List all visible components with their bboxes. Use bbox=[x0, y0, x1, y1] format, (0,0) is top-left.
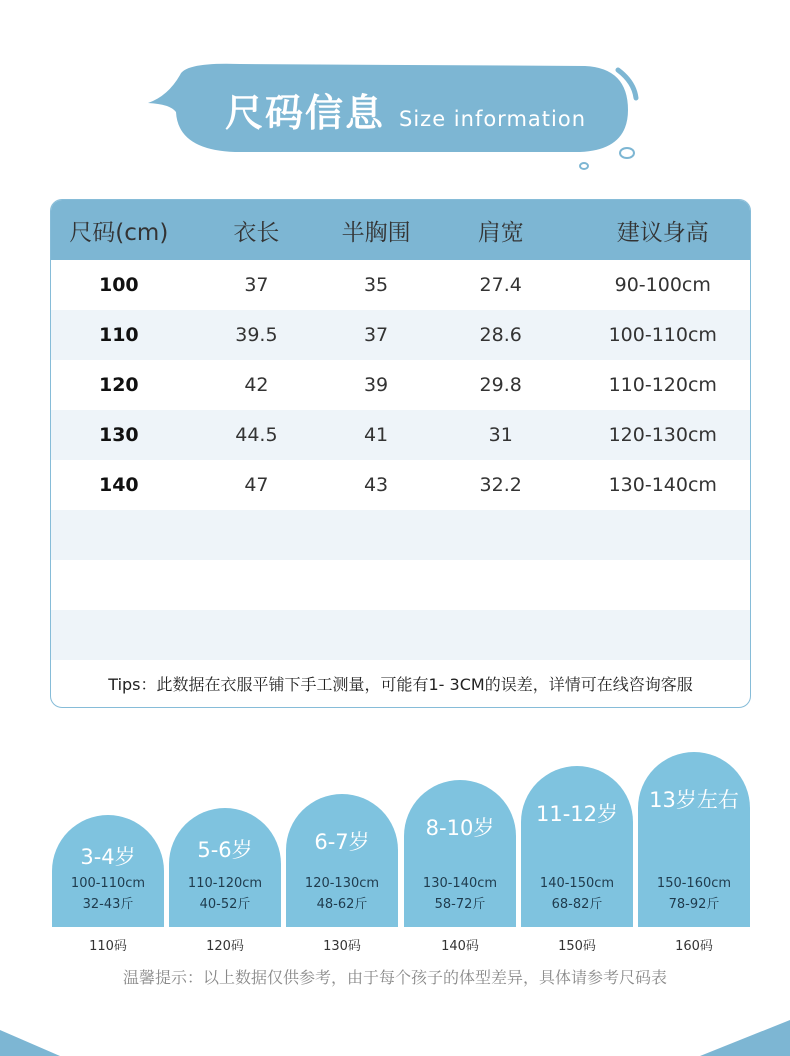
banner-title bbox=[225, 82, 586, 134]
table-header bbox=[51, 200, 750, 260]
cell-shoulder: 27.4 bbox=[479, 274, 522, 296]
cell-half-chest: 37 bbox=[363, 324, 389, 346]
cell-half-chest: 39 bbox=[363, 374, 389, 396]
cell-length: 42 bbox=[244, 374, 269, 396]
weight-range: 68-82斤 bbox=[551, 897, 603, 912]
size-code: 150码 bbox=[558, 939, 596, 954]
size-code: 130码 bbox=[323, 939, 361, 954]
cell-shoulder: 29.8 bbox=[479, 374, 522, 396]
weight-range: 48-62斤 bbox=[316, 897, 368, 912]
age-arch bbox=[286, 794, 398, 927]
cell-height: 90-100cm bbox=[614, 274, 711, 296]
age-label: 6-7岁 bbox=[314, 830, 370, 854]
table-tips: Tips：此数据在衣服平铺下手工测量，可能有1- 3CM的误差，详情可在线咨询客服 bbox=[108, 674, 693, 694]
table-row bbox=[51, 410, 750, 460]
reference-note: 温馨提示：以上数据仅供参考，由于每个孩子的体型差异，具体请参考尺码表 bbox=[122, 968, 667, 987]
age-label: 8-10岁 bbox=[425, 816, 495, 840]
age-arch bbox=[521, 766, 633, 927]
weight-range: 78-92斤 bbox=[668, 897, 720, 912]
table-row bbox=[51, 260, 750, 310]
height-range: 140-150cm bbox=[539, 876, 615, 891]
height-range: 100-110cm bbox=[70, 876, 146, 891]
size-code: 120码 bbox=[206, 939, 244, 954]
cell-half-chest: 41 bbox=[363, 424, 389, 446]
cell-half-chest: 43 bbox=[363, 474, 389, 496]
age-label: 13岁左右 bbox=[649, 788, 739, 812]
cell-length: 39.5 bbox=[235, 324, 278, 346]
cell-shoulder: 28.6 bbox=[479, 324, 522, 346]
empty-row bbox=[51, 510, 750, 560]
table-row bbox=[51, 360, 750, 410]
cell-height: 120-130cm bbox=[608, 424, 717, 446]
weight-range: 40-52斤 bbox=[199, 897, 251, 912]
age-arch bbox=[169, 808, 281, 927]
age-arch bbox=[404, 780, 516, 927]
header-height: 建议身高 bbox=[616, 219, 709, 246]
cell-size: 100 bbox=[98, 274, 139, 296]
size-code: 160码 bbox=[675, 939, 713, 954]
cell-size: 140 bbox=[98, 474, 139, 496]
banner-title-en: Size information bbox=[399, 107, 586, 131]
corner-decoration-icon bbox=[0, 1000, 790, 1056]
age-arch bbox=[638, 752, 750, 927]
age-label: 3-4岁 bbox=[80, 845, 136, 869]
age-label: 11-12岁 bbox=[535, 802, 619, 826]
height-range: 130-140cm bbox=[422, 876, 498, 891]
cell-height: 100-110cm bbox=[608, 324, 717, 346]
weight-range: 32-43斤 bbox=[82, 897, 134, 912]
cell-shoulder: 31 bbox=[488, 424, 513, 446]
height-range: 120-130cm bbox=[304, 876, 380, 891]
cell-size: 110 bbox=[98, 324, 139, 346]
header-size: 尺码(cm) bbox=[69, 219, 169, 246]
cell-size: 130 bbox=[98, 424, 139, 446]
size-info-banner bbox=[0, 0, 790, 190]
cell-height: 130-140cm bbox=[608, 474, 717, 496]
header-half-chest: 半胸围 bbox=[341, 219, 411, 246]
cell-length: 44.5 bbox=[235, 424, 278, 446]
header-shoulder: 肩宽 bbox=[477, 219, 524, 246]
height-range: 150-160cm bbox=[656, 876, 732, 891]
empty-row bbox=[51, 610, 750, 660]
cell-half-chest: 35 bbox=[363, 274, 389, 296]
cell-length: 37 bbox=[244, 274, 269, 296]
empty-row bbox=[51, 560, 750, 610]
cell-height: 110-120cm bbox=[608, 374, 717, 396]
table-row bbox=[51, 460, 750, 510]
size-code: 110码 bbox=[89, 939, 127, 954]
cell-shoulder: 32.2 bbox=[479, 474, 522, 496]
height-range: 110-120cm bbox=[187, 876, 263, 891]
size-table bbox=[50, 199, 751, 708]
header-length: 衣长 bbox=[233, 219, 280, 246]
banner-title-zh: 尺码信息 bbox=[225, 91, 386, 135]
age-label: 5-6岁 bbox=[197, 838, 253, 862]
cell-size: 120 bbox=[98, 374, 139, 396]
size-code: 140码 bbox=[441, 939, 479, 954]
age-arch bbox=[52, 815, 164, 927]
age-size-chart bbox=[0, 740, 790, 1000]
weight-range: 58-72斤 bbox=[434, 897, 486, 912]
cell-length: 47 bbox=[244, 474, 269, 496]
table-row bbox=[51, 310, 750, 360]
